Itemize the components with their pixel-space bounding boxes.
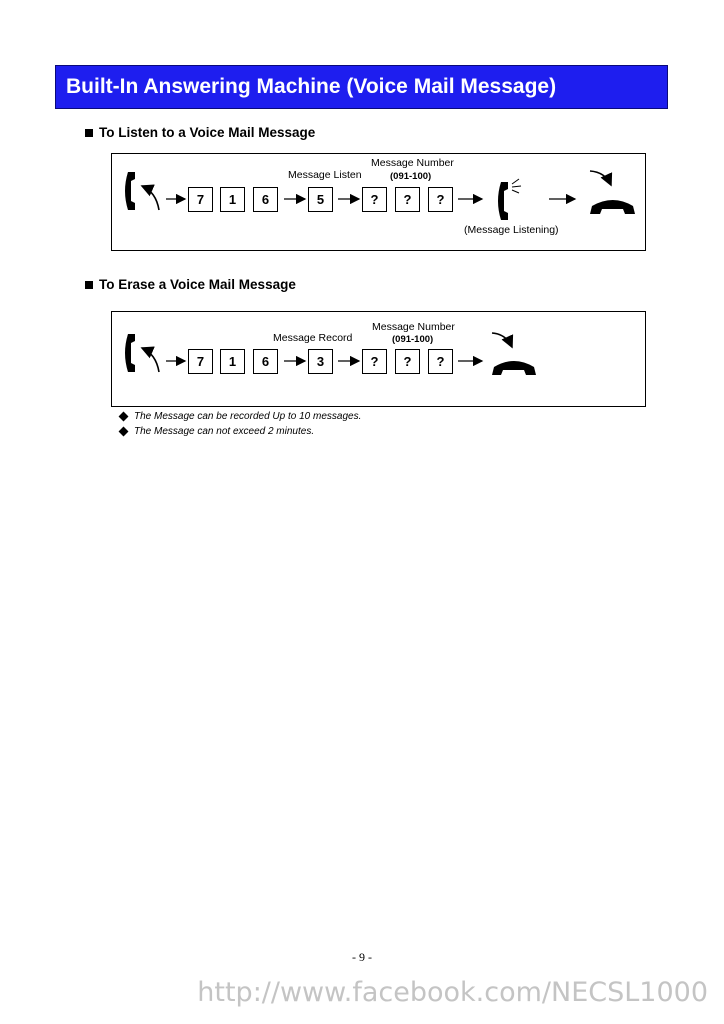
section-heading-listen: [85, 125, 315, 140]
page-title: Built-In Answering Machine (Voice Mail Message): [55, 65, 668, 109]
handset-speaking-icon: [498, 179, 521, 220]
step-label: Message Record: [273, 332, 353, 344]
section-heading-erase: [85, 277, 296, 292]
section-heading-text: To Listen to a Voice Mail Message: [99, 125, 316, 140]
handset-onhook-icon: [492, 333, 536, 375]
digit-box: ?: [362, 187, 387, 212]
digit-box: ?: [362, 349, 387, 374]
digit-box: 6: [253, 349, 278, 374]
square-bullet-icon: [85, 129, 93, 137]
digit-box: ?: [395, 349, 420, 374]
number-label: Message Number: [371, 157, 454, 169]
digit-box: ?: [395, 187, 420, 212]
digit-box: ?: [428, 187, 453, 212]
number-range: (091-100): [392, 334, 434, 345]
watermark-url: http://www.facebook.com/NECSL1000: [197, 977, 708, 1008]
number-range: (091-100): [390, 171, 432, 182]
digit-box: ?: [428, 349, 453, 374]
digit-box: 5: [308, 187, 333, 212]
digit-box: 1: [220, 349, 245, 374]
listening-label: (Message Listening): [464, 224, 559, 236]
diamond-bullet-icon: [119, 412, 129, 422]
handset-offhook-icon: [125, 334, 159, 372]
square-bullet-icon: [85, 281, 93, 289]
diamond-bullet-icon: [119, 427, 129, 437]
digit-box: 3: [308, 349, 333, 374]
handset-onhook-icon: [590, 171, 635, 214]
number-label: Message Number: [372, 321, 455, 333]
digit-box: 7: [188, 349, 213, 374]
notes-list: [118, 409, 361, 439]
note-item: [118, 409, 361, 424]
digit-box: 6: [253, 187, 278, 212]
digit-box: 1: [220, 187, 245, 212]
section-heading-text: To Erase a Voice Mail Message: [99, 277, 296, 292]
note-text: The Message can be recorded Up to 10 messages.: [134, 411, 362, 422]
digit-box: 7: [188, 187, 213, 212]
step-label: Message Listen: [288, 169, 362, 181]
note-text: The Message can not exceed 2 minutes.: [134, 426, 315, 437]
listen-diagram: [111, 153, 646, 251]
page-number: - 9 -: [352, 950, 372, 964]
handset-offhook-icon: [125, 172, 159, 210]
note-item: [118, 424, 361, 439]
erase-diagram: [111, 311, 646, 407]
